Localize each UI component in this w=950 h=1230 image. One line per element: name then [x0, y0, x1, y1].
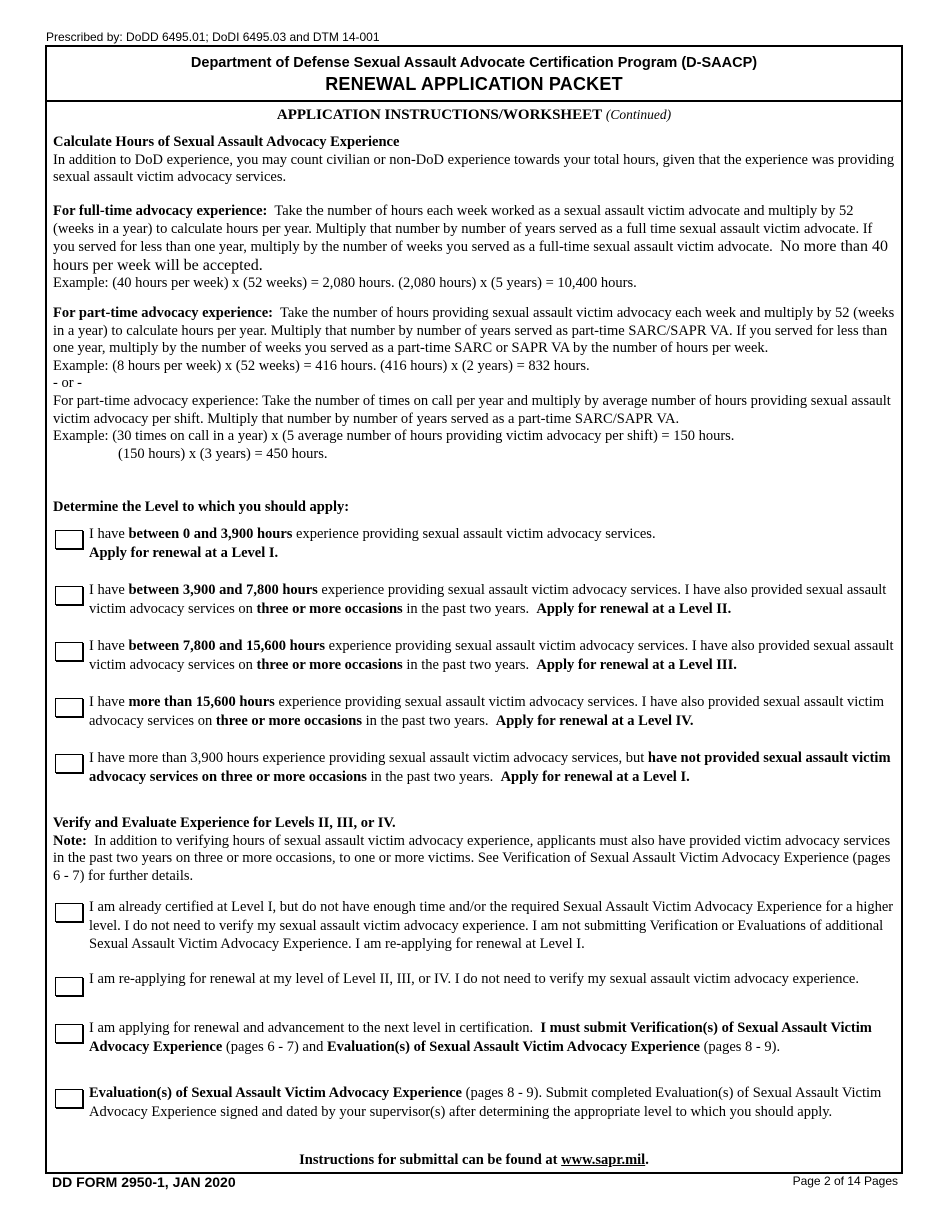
level-option-4-checkbox[interactable]: [55, 698, 83, 717]
verify-option-1-checkbox[interactable]: [55, 903, 83, 922]
level-option-3-text: experience providing sexual assault victim advocacy services. I have also provided sexual assault victim advocacy services on: [89, 638, 894, 673]
level-option-1-text: experience providing sexual assault victim advocacy services.: [292, 526, 656, 542]
level-option-4-occasions: three or more occasions: [215, 712, 363, 729]
verify-option-3-verification: I must submit Verification(s) of Sexual Assault Victim Advocacy Experience: [89, 1020, 872, 1055]
level-option-2-hours: between 3,900 and 7,800 hours: [128, 582, 318, 598]
parttime-alt-example1: Example: (30 times on call in a year) x (5 average number of hours providing victim advocacy per shift) = 150 hours.: [53, 428, 735, 445]
parttime-text: Take the number of hours providing sexual assault victim advocacy each week and multiply by 52 (weeks in a year) to calculate hours per year. Multiply that number by number of years served as part-time SARC/SAPR VA. If you served for less than one year, multiply by the number of weeks you served as a part-time SARC or SAPR VA by the number of hours per week.: [53, 305, 895, 357]
fulltime-section: [53, 203, 895, 293]
level-option-2-apply: Apply for renewal at a Level II.: [536, 600, 732, 617]
level-option-5-apply: Apply for renewal at a Level I.: [500, 768, 690, 785]
verify-option-3-mid: (pages 6 - 7) and: [222, 1038, 327, 1055]
parttime-label: For part-time advocacy experience:: [53, 305, 273, 321]
parttime-example: Example: (8 hours per week) x (52 weeks) = 416 hours. (416 hours) x (2 years) = 832 hours.: [53, 357, 590, 374]
level-option-4-hours: more than 15,600 hours: [128, 694, 275, 710]
level-heading-row: [53, 499, 895, 517]
level-heading: Determine the Level to which you should apply:: [53, 499, 350, 515]
verify-option-1: I am already certified at Level I, but do not have enough time and/or the required Sexual Assault Victim Advocacy Experience for a higher level. I do not need to verify my sexual assault victim advocacy experience. I am not submitting Verification or Evaluations of additional Sexual Assault Victim Advocacy Experience. I am re-applying for renewal at Level I.: [89, 899, 894, 952]
verify-note-text: In addition to verifying hours of sexual assault victim advocacy experience, applicants must also have provided victim advocacy services in the past two years on three or more occasions, to one or more victims. See Verification of Sexual Assault Victim Advocacy Experience (pages 6 - 7) for further details.: [53, 832, 891, 884]
page-number: Page 2 of 14 Pages: [792, 1174, 898, 1188]
header-agency: Department of Defense Sexual Assault Advocate Certification Program (D-SAACP): [190, 55, 758, 71]
header-title: RENEWAL APPLICATION PACKET: [325, 74, 623, 94]
level-option-5-checkbox[interactable]: [55, 754, 83, 773]
calc-heading: Calculate Hours of Sexual Assault Advocacy Experience: [53, 134, 400, 150]
level-option-3-pre: I have: [89, 638, 129, 654]
verify-option-2: I am re-applying for renewal at my level of Level II, III, or IV. I do not need to verify my sexual assault victim advocacy experience.: [89, 971, 859, 987]
level-option-4: [89, 693, 901, 730]
submittal-text: Instructions for submittal can be found at: [299, 1152, 562, 1168]
verify-option-3-evaluation: Evaluation(s) of Sexual Assault Victim Advocacy Experience: [326, 1038, 700, 1055]
level-option-2-post: in the past two years.: [402, 600, 537, 617]
calc-section: [53, 134, 895, 187]
fulltime-label: For full-time advocacy experience:: [53, 203, 268, 219]
level-option-5-not-provided: have not provided sexual assault victim advocacy services on three or more occasions: [89, 750, 891, 785]
level-option-2: [89, 581, 901, 618]
prescribed-by: Prescribed by: DoDD 6495.01; DoDI 6495.03 and DTM 14-001: [46, 30, 380, 44]
level-option-4-post: in the past two years.: [362, 712, 496, 729]
level-option-5-pre: I have more than 3,900 hours experience providing sexual assault victim advocacy services, but: [89, 750, 648, 766]
verify-option-4-checkbox[interactable]: [55, 1089, 83, 1108]
verify-option-3-checkbox[interactable]: [55, 1024, 83, 1043]
level-option-3-post: in the past two years.: [402, 656, 537, 673]
parttime-section: [53, 305, 895, 463]
level-option-2-checkbox[interactable]: [55, 586, 83, 605]
level-option-5-text: in the past two years.: [366, 768, 501, 785]
level-option-3-checkbox[interactable]: [55, 642, 83, 661]
parttime-or: - or -: [53, 375, 82, 392]
level-option-3-hours: between 7,800 and 15,600 hours: [128, 638, 326, 654]
fulltime-limit: No more than 40 hours per week will be accepted.: [53, 238, 889, 274]
level-option-1-hours: between 0 and 3,900 hours: [128, 526, 293, 542]
fulltime-example: Example: (40 hours per week) x (52 weeks) = 2,080 hours. (2,080 hours) x (5 years) = 10,400 hours.: [53, 275, 637, 292]
verify-option-2-checkbox[interactable]: [55, 977, 83, 996]
level-option-3-occasions: three or more occasions: [256, 656, 403, 673]
worksheet-continued: (Continued): [605, 107, 672, 122]
worksheet-title-text: APPLICATION INSTRUCTIONS/WORKSHEET: [276, 107, 603, 123]
verify-heading: Verify and Evaluate Experience for Levels II, III, or IV.: [53, 815, 396, 831]
level-option-3: [89, 637, 901, 674]
form-number: DD FORM 2950-1, JAN 2020: [52, 1174, 236, 1190]
level-option-4-text: experience providing sexual assault victim advocacy services. I have also provided sexual assault victim advocacy services on: [89, 694, 885, 729]
form-header: [45, 45, 903, 102]
parttime-alt-text: For part-time advocacy experience: Take the number of times on call per year and multiply by average number of hours providing sexual assault victim advocacy per shift. Multiply that number by number of years served as a part-time SARC/SAPR VA.: [53, 392, 891, 427]
level-option-4-apply: Apply for renewal at a Level IV.: [495, 712, 694, 729]
submittal-end: .: [645, 1152, 649, 1168]
level-option-2-pre: I have: [89, 582, 129, 598]
level-option-1-pre: I have: [89, 526, 129, 542]
verify-option-3-post: (pages 8 - 9).: [699, 1038, 781, 1055]
verify-option-4-evaluation: Evaluation(s) of Sexual Assault Victim Advocacy Experience: [89, 1085, 462, 1101]
fulltime-text: Take the number of hours each week worked as a sexual assault victim advocate and multiply by 52 (weeks in a year) to calculate hours per year. Multiply that number by number of years served as a full time sexual assault victim advocate. If you served for less than one year, multiply by the number of weeks you served as a full-time sexual assault victim advocate.: [53, 203, 873, 256]
parttime-alt-example2: (150 hours) x (3 years) = 450 hours.: [118, 445, 328, 462]
level-option-1-apply: Apply for renewal at a Level I.: [89, 544, 279, 561]
level-option-3-apply: Apply for renewal at a Level III.: [536, 656, 737, 673]
verify-option-3: [89, 1019, 901, 1056]
submittal-instructions: [45, 1152, 903, 1169]
level-option-1: [89, 525, 901, 562]
verify-section: [53, 815, 895, 885]
sapr-link[interactable]: www.sapr.mil: [561, 1152, 646, 1168]
verify-option-4: [89, 1084, 901, 1121]
verify-option-3-pre: I am applying for renewal and advancement to the next level in certification.: [89, 1020, 541, 1036]
level-option-2-occasions: three or more occasions: [256, 600, 403, 617]
level-option-5: [89, 749, 901, 786]
worksheet-title: [45, 107, 903, 124]
calc-intro: In addition to DoD experience, you may count civilian or non-DoD experience towards your total hours, given that the experience was providing sexual assault victim advocacy services.: [53, 151, 895, 186]
level-option-4-pre: I have: [89, 694, 129, 710]
verify-option-4-text: (pages 8 - 9). Submit completed Evaluation(s) of Sexual Assault Victim Advocacy Experience signed and dated by your supervisor(s) after determining the appropriate level to which you should apply.: [89, 1085, 882, 1120]
level-option-1-checkbox[interactable]: [55, 530, 83, 549]
level-option-2-text: experience providing sexual assault victim advocacy services. I have also provided sexual assault victim advocacy services on: [89, 582, 887, 617]
verify-note-label: Note:: [53, 832, 87, 849]
